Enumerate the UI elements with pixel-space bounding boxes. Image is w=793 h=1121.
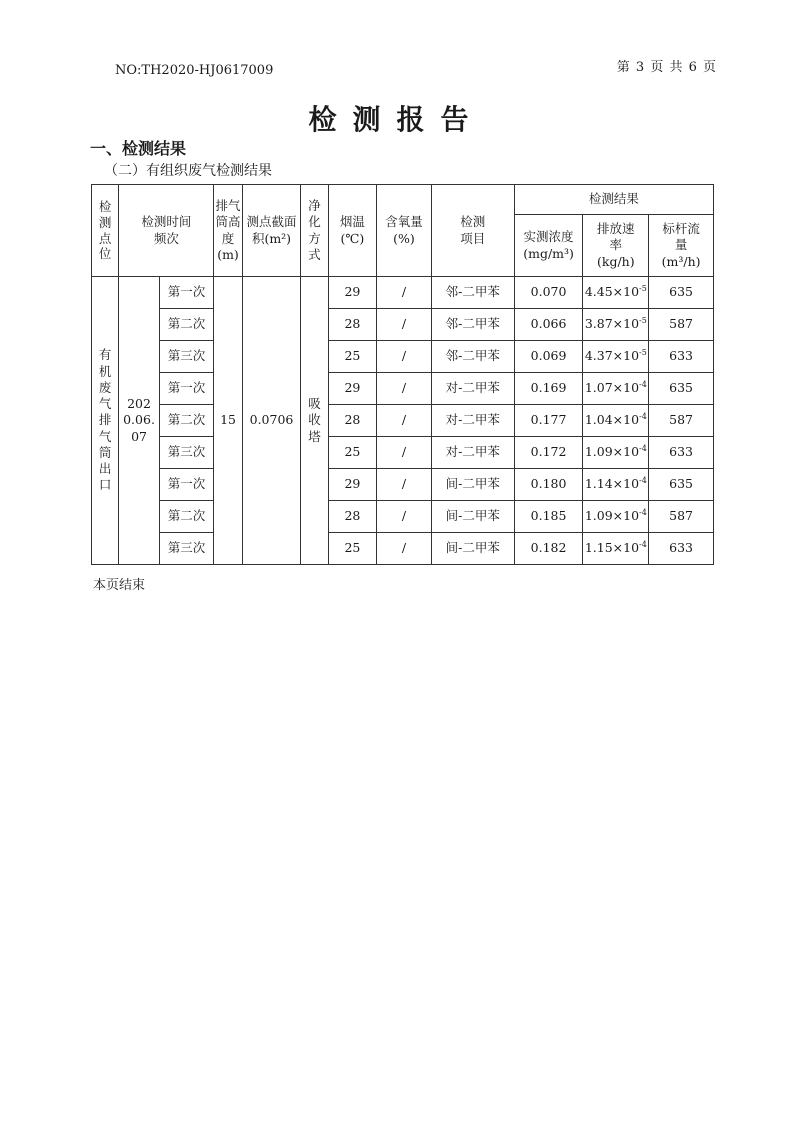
temperature-cell: 25 xyxy=(328,341,377,373)
temperature-cell: 29 xyxy=(328,469,377,501)
item-cell: 邻-二甲苯 xyxy=(431,277,514,309)
table-row xyxy=(92,341,714,373)
oxygen-cell: / xyxy=(377,309,432,341)
flow-cell: 587 xyxy=(649,501,714,533)
concentration-cell: 0.185 xyxy=(514,501,583,533)
temperature-cell: 29 xyxy=(328,373,377,405)
flow-cell: 633 xyxy=(649,437,714,469)
frequency-cell: 第三次 xyxy=(159,533,214,565)
document-number: NO:TH2020-HJ0617009 xyxy=(115,63,274,78)
header-temp: 烟温(℃) xyxy=(328,185,377,277)
concentration-cell: 0.069 xyxy=(514,341,583,373)
purify-cell xyxy=(301,277,328,565)
concentration-cell: 0.172 xyxy=(514,437,583,469)
rate-base: 1.15×10 xyxy=(584,540,640,556)
table-row xyxy=(92,501,714,533)
rate-exponent: -4 xyxy=(639,380,647,390)
frequency-cell: 第三次 xyxy=(159,341,214,373)
rate-cell xyxy=(583,437,649,469)
item-cell: 间-二甲苯 xyxy=(431,501,514,533)
frequency-cell: 第三次 xyxy=(159,437,214,469)
item-cell: 间-二甲苯 xyxy=(431,533,514,565)
item-cell: 邻-二甲苯 xyxy=(431,341,514,373)
flow-cell: 633 xyxy=(649,533,714,565)
area-cell: 0.0706 xyxy=(242,277,301,565)
stack-height-cell: 15 xyxy=(214,277,242,565)
table-row xyxy=(92,469,714,501)
frequency-cell: 第二次 xyxy=(159,309,214,341)
header-rate: 排放速率(kg/h) xyxy=(583,215,649,277)
header-oxygen: 含氧量(%) xyxy=(377,185,432,277)
rate-exponent: -4 xyxy=(639,508,647,518)
header-stack-height: 排气筒高度(m) xyxy=(214,185,242,277)
rate-exponent: -4 xyxy=(639,540,647,550)
page-end-note: 本页结束 xyxy=(93,578,146,593)
report-title: 检测报告 xyxy=(308,103,485,136)
header-purify: 净化方式 xyxy=(301,185,328,277)
rate-cell xyxy=(583,309,649,341)
page-number: 第 3 页 共 6 页 xyxy=(616,60,717,75)
purify-value: 吸收塔 xyxy=(308,396,321,444)
rate-base: 3.87×10 xyxy=(584,316,640,332)
table-row xyxy=(92,533,714,565)
frequency-cell: 第一次 xyxy=(159,373,214,405)
concentration-cell: 0.182 xyxy=(514,533,583,565)
table-row xyxy=(92,277,714,309)
table-row xyxy=(92,373,714,405)
header-area: 测点截面积(m²) xyxy=(242,185,301,277)
concentration-cell: 0.180 xyxy=(514,469,583,501)
rate-exponent: -5 xyxy=(639,284,647,294)
oxygen-cell: / xyxy=(377,277,432,309)
oxygen-cell: / xyxy=(377,341,432,373)
header-concentration: 实测浓度(mg/m³) xyxy=(514,215,583,277)
item-cell: 邻-二甲苯 xyxy=(431,309,514,341)
concentration-cell: 0.169 xyxy=(514,373,583,405)
date-cell xyxy=(119,277,159,565)
rate-exponent: -5 xyxy=(639,316,647,326)
frequency-cell: 第二次 xyxy=(159,501,214,533)
rate-exponent: -4 xyxy=(639,412,647,422)
rate-base: 4.45×10 xyxy=(584,284,640,300)
section-title: 一、检测结果 xyxy=(90,139,187,158)
temperature-cell: 28 xyxy=(328,501,377,533)
flow-cell: 587 xyxy=(649,405,714,437)
oxygen-cell: / xyxy=(377,437,432,469)
point-cell xyxy=(92,277,119,565)
temperature-cell: 28 xyxy=(328,309,377,341)
flow-cell: 635 xyxy=(649,469,714,501)
rate-base: 1.07×10 xyxy=(584,380,640,396)
flow-cell: 587 xyxy=(649,309,714,341)
header-time: 检测时间频次 xyxy=(119,185,214,277)
header-item: 检测项目 xyxy=(431,185,514,277)
rate-exponent: -5 xyxy=(639,348,647,358)
table-row xyxy=(92,309,714,341)
oxygen-cell: / xyxy=(377,405,432,437)
subsection-title: （二）有组织废气检测结果 xyxy=(104,163,272,179)
rate-base: 1.14×10 xyxy=(584,476,640,492)
table-row xyxy=(92,437,714,469)
flow-cell: 633 xyxy=(649,341,714,373)
frequency-cell: 第一次 xyxy=(159,469,214,501)
table-row xyxy=(92,405,714,437)
rate-exponent: -4 xyxy=(639,444,647,454)
rate-base: 1.09×10 xyxy=(584,508,640,524)
concentration-cell: 0.070 xyxy=(514,277,583,309)
item-cell: 对-二甲苯 xyxy=(431,437,514,469)
oxygen-cell: / xyxy=(377,469,432,501)
point-value: 有机废气排气筒出口 xyxy=(98,347,112,493)
rate-cell xyxy=(583,469,649,501)
oxygen-cell: / xyxy=(377,373,432,405)
temperature-cell: 25 xyxy=(328,437,377,469)
date-value: 2020.06.07 xyxy=(123,396,155,444)
header-flow: 标杆流量(m³/h) xyxy=(649,215,714,277)
temperature-cell: 29 xyxy=(328,277,377,309)
item-cell: 间-二甲苯 xyxy=(431,469,514,501)
flow-cell: 635 xyxy=(649,373,714,405)
rate-cell xyxy=(583,533,649,565)
rate-cell xyxy=(583,277,649,309)
oxygen-cell: / xyxy=(377,501,432,533)
header-result-group: 检测结果 xyxy=(514,185,713,215)
flow-cell: 635 xyxy=(649,277,714,309)
oxygen-cell: / xyxy=(377,533,432,565)
results-table xyxy=(91,184,714,565)
rate-base: 1.09×10 xyxy=(584,444,640,460)
rate-base: 4.37×10 xyxy=(584,348,640,364)
frequency-cell: 第一次 xyxy=(159,277,214,309)
item-cell: 对-二甲苯 xyxy=(431,373,514,405)
rate-cell xyxy=(583,373,649,405)
temperature-cell: 25 xyxy=(328,533,377,565)
rate-base: 1.04×10 xyxy=(584,412,640,428)
item-cell: 对-二甲苯 xyxy=(431,405,514,437)
rate-cell xyxy=(583,405,649,437)
header-point: 检测点位 xyxy=(92,185,119,277)
rate-exponent: -4 xyxy=(639,476,647,486)
rate-cell xyxy=(583,341,649,373)
concentration-cell: 0.066 xyxy=(514,309,583,341)
temperature-cell: 28 xyxy=(328,405,377,437)
rate-cell xyxy=(583,501,649,533)
frequency-cell: 第二次 xyxy=(159,405,214,437)
concentration-cell: 0.177 xyxy=(514,405,583,437)
